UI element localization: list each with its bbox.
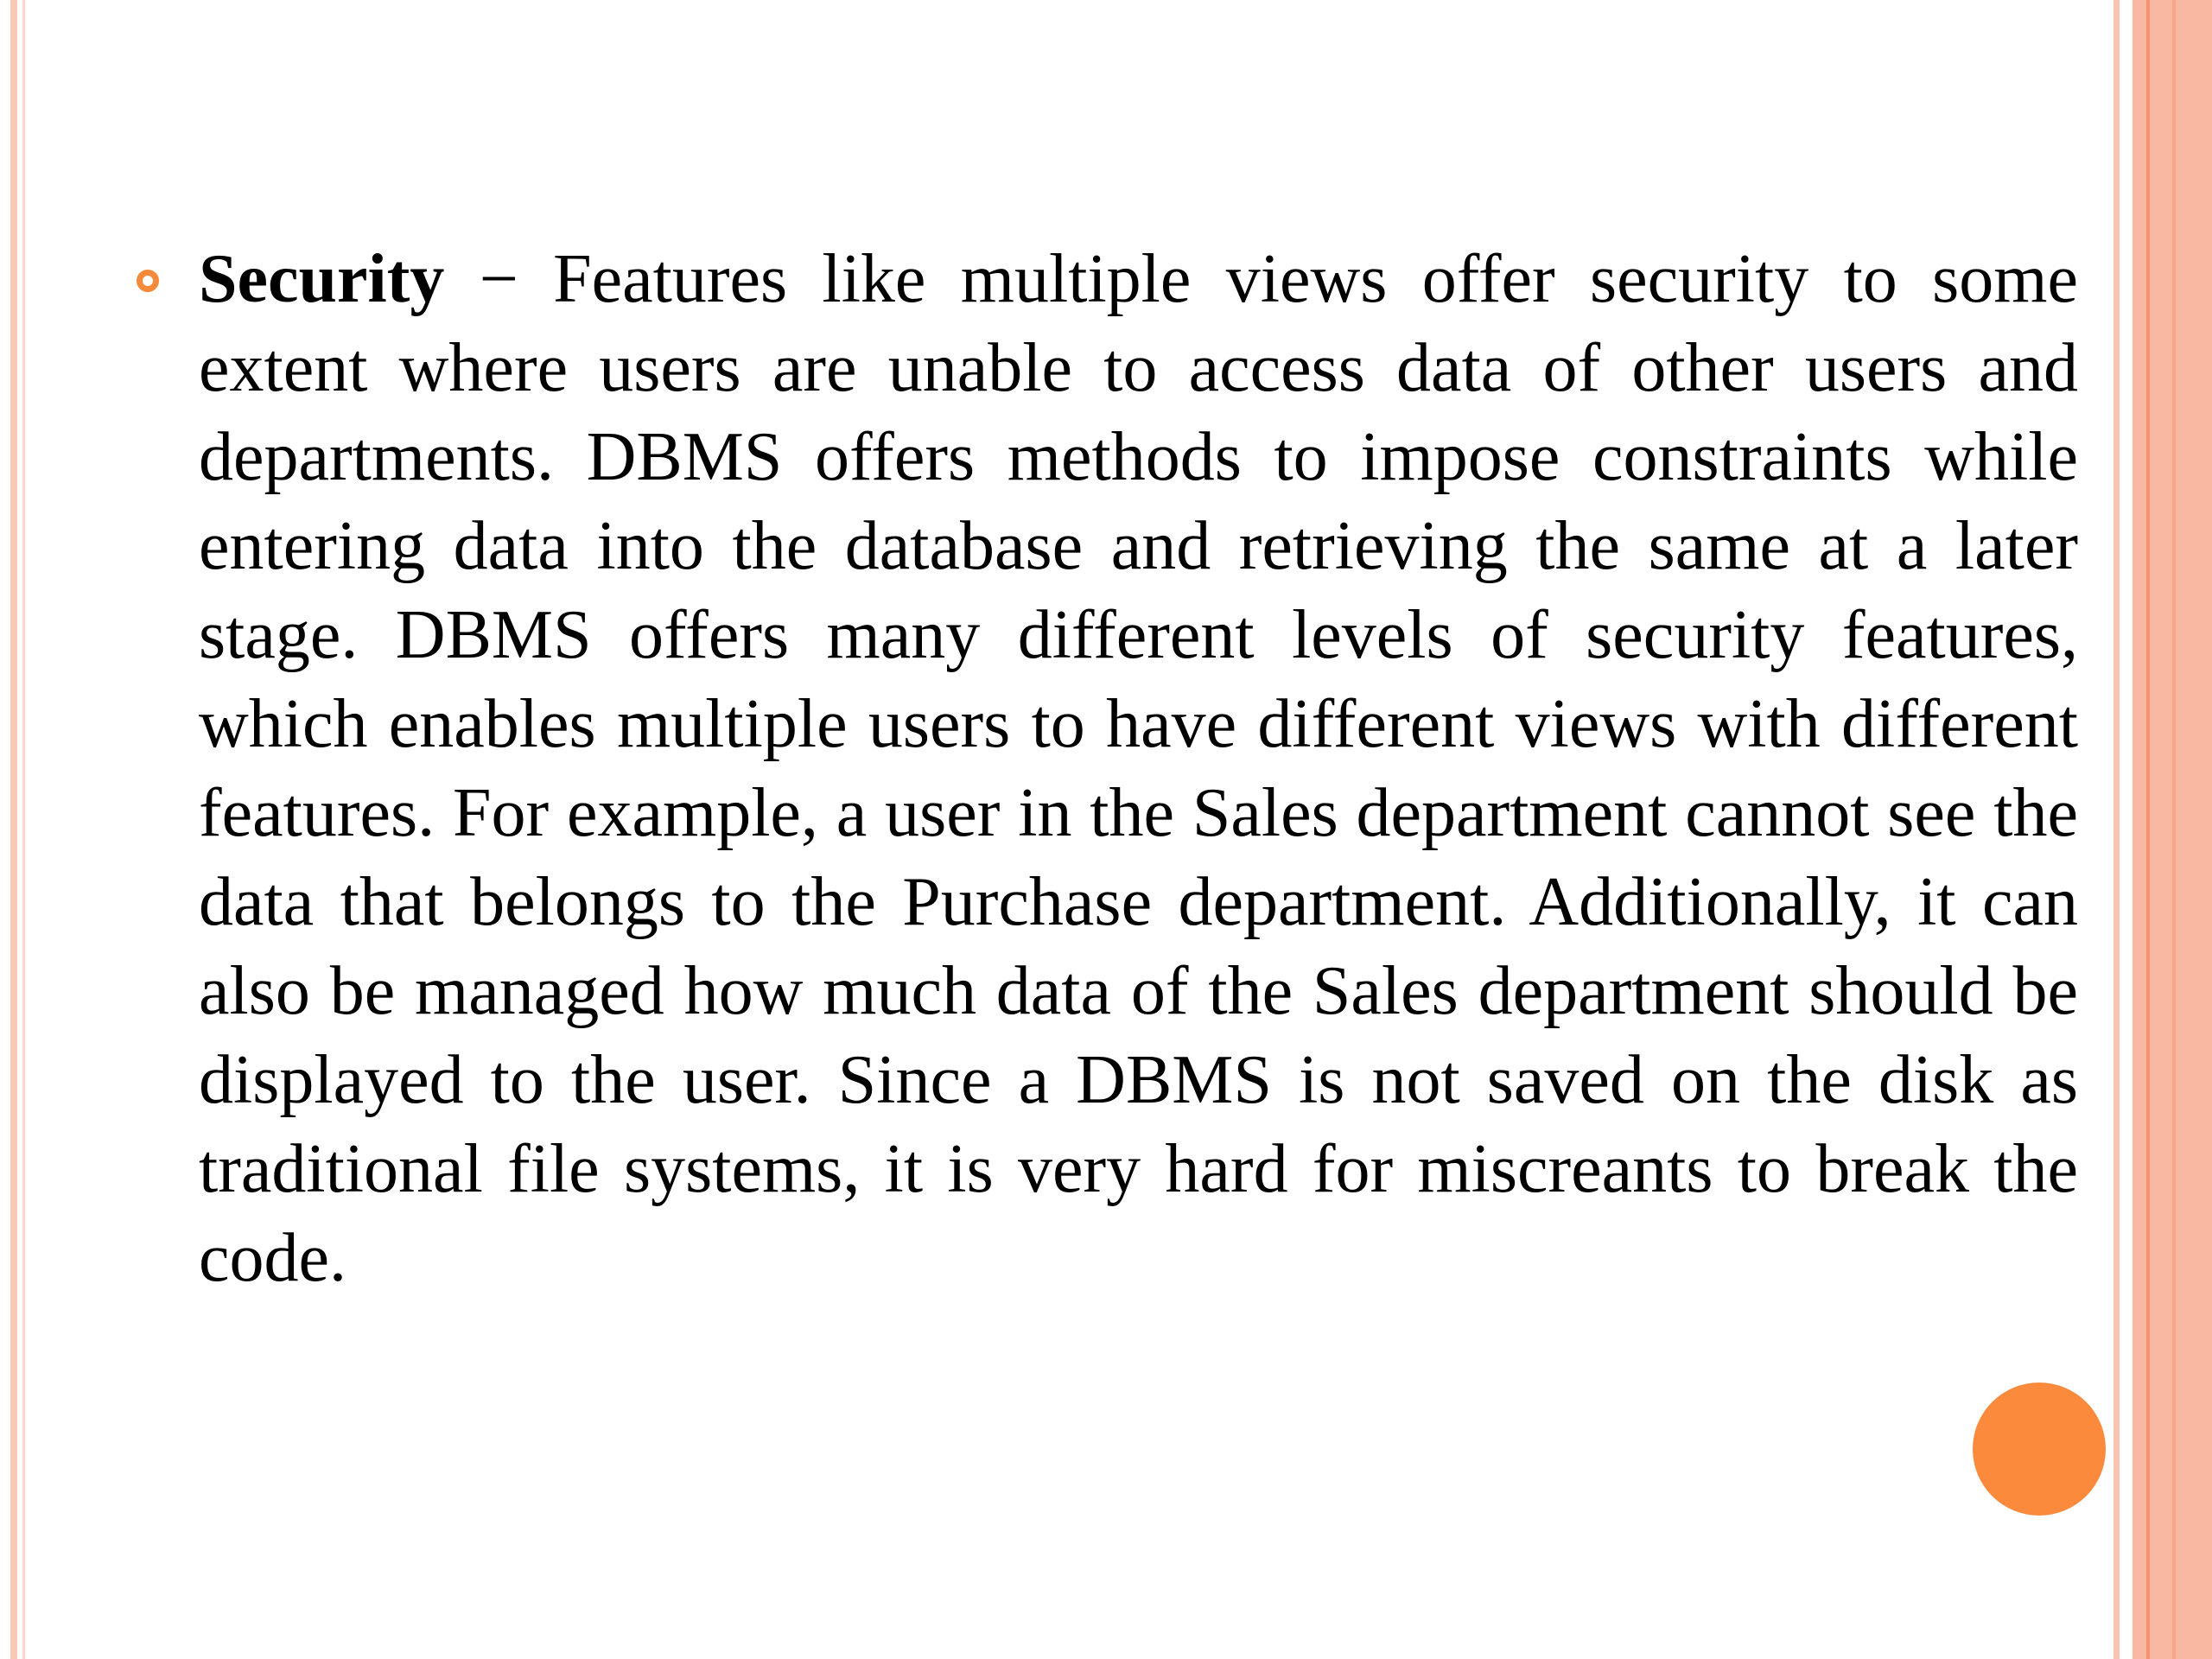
bullet-item xyxy=(130,235,2082,1303)
bullet-term: Security xyxy=(199,241,445,317)
right-band-stripe xyxy=(2146,0,2150,1659)
decorative-orange-circle xyxy=(1973,1382,2106,1516)
bullet-paragraph xyxy=(199,235,2078,1303)
right-band-stripe-2 xyxy=(2172,0,2176,1659)
slide-content xyxy=(130,235,2082,1303)
left-border-line xyxy=(10,0,17,1659)
circle-bullet-icon xyxy=(137,270,159,292)
right-border-line xyxy=(2113,0,2120,1659)
left-border-line-inner xyxy=(22,0,25,1659)
bullet-body: − Features like multiple views offer security to some extent where users are unable to access data of other users and departments. DBMS offers methods to impose constraints while entering data into the database and retrieving the same at a later stage. DBMS offers many different levels of security features, which enables multiple users to have different views with different features. For example, a user in the Sales department cannot see the data that belongs to the Purchase department. Additionally, it can also be managed how much data of the Sales department should be displayed to the user. Since a DBMS is not saved on the disk as traditional file systems, it is very hard for miscreants to break the code. xyxy=(199,241,2078,1296)
